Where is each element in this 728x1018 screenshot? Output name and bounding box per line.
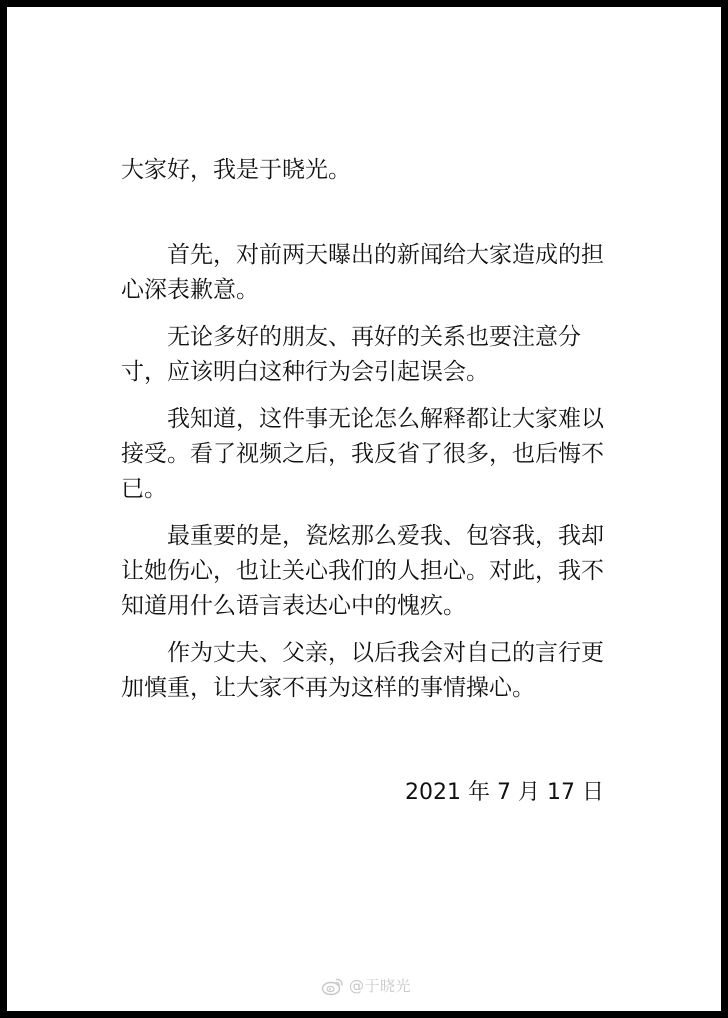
watermark-handle: @于晓光 (349, 977, 412, 995)
letter-paragraph: 无论多好的朋友、再好的关系也要注意分寸，应该明白这种行为会引起误会。 (121, 324, 581, 385)
letter-paragraph: 作为丈夫、父亲，以后我会对自己的言行更加慎重，让大家不再为这样的事情操心。 (121, 640, 604, 701)
letter-date: 2021 年 7 月 17 日 (405, 780, 604, 805)
letter-body (121, 238, 621, 718)
weibo-watermark (321, 975, 411, 996)
letter-paragraph: 我知道，这件事无论怎么解释都让大家难以接受。看了视频之后，我反省了很多，也后悔不已。 (121, 406, 604, 502)
letter-page (7, 7, 721, 1011)
weibo-logo-icon (321, 976, 345, 996)
letter-paragraph: 首先，对前两天曝出的新闻给大家造成的担心深表歉意。 (121, 242, 604, 303)
letter-paragraph: 最重要的是，瓷炫那么爱我、包容我，我却让她伤心，也让关心我们的人担心。对此，我不知道用什么语言表达心中的愧疚。 (121, 523, 604, 619)
letter-greeting: 大家好，我是于晓光。 (121, 157, 351, 183)
